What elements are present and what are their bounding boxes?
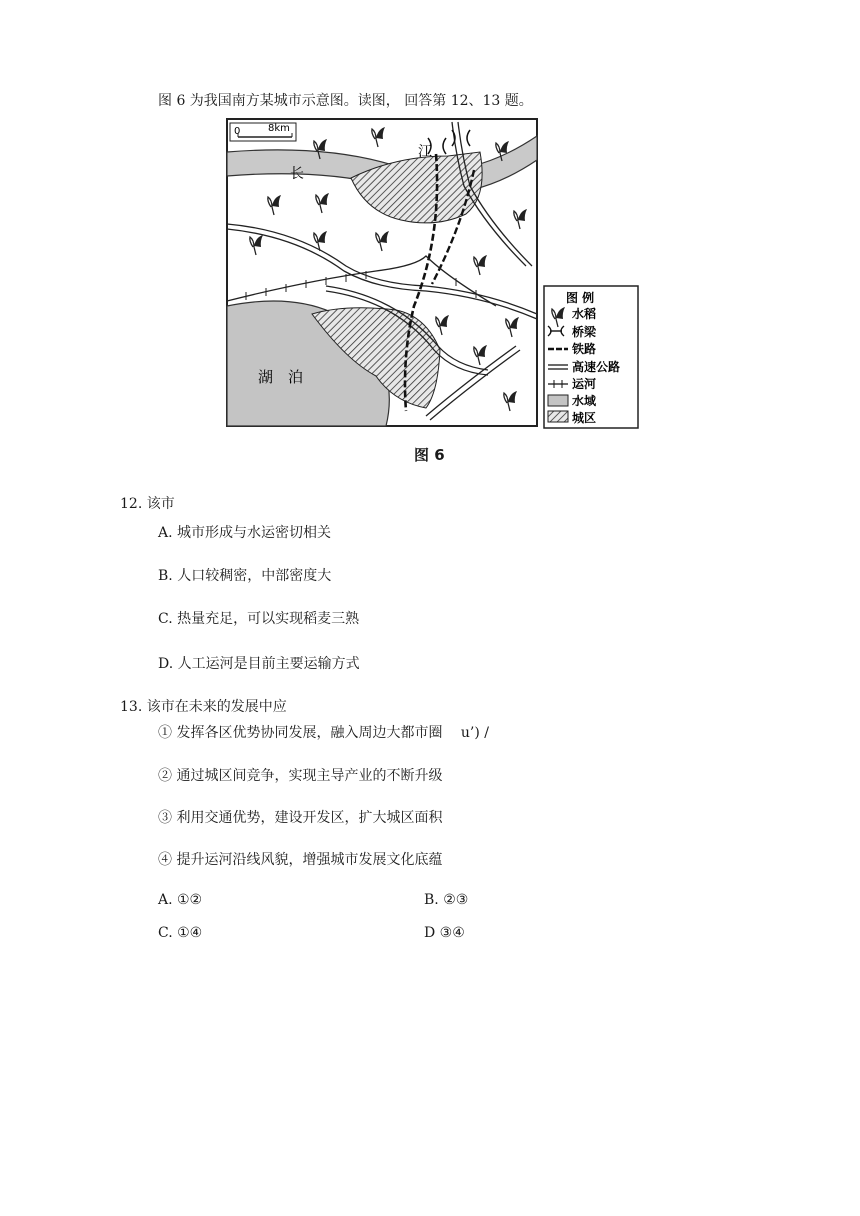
river-label-chang: 长 <box>290 166 304 182</box>
river-label-jiang: 江 <box>418 144 432 160</box>
legend-label-railway: 铁路 <box>572 342 597 356</box>
question-13-statement-3: ③ 利用交通优势，建设开发区，扩大城区面积 <box>158 810 443 826</box>
question-13-choice-d: D ③④ <box>424 925 465 941</box>
figure-caption: 图 6 <box>414 446 445 464</box>
scale-distance-label: 8km <box>268 123 290 134</box>
intro-text: 图 6 为我国南方某城市示意图。读图， 回答第 12、13 题。 <box>158 93 533 109</box>
question-13-choice-a: A. ①② <box>158 892 203 908</box>
legend-label-bridge: 桥梁 <box>572 325 597 339</box>
scale-zero-label: 0 <box>234 126 241 137</box>
question-13-statement-2: ② 通过城区间竞争，实现主导产业的不断升级 <box>158 768 443 784</box>
question-12-option-d: D. 人工运河是目前主要运输方式 <box>158 656 360 672</box>
legend-label-water: 水域 <box>572 394 597 408</box>
legend-label-rice: 水稻 <box>572 307 597 321</box>
city-map-figure <box>226 116 640 430</box>
question-13-choice-c: C. ①④ <box>158 925 203 941</box>
question-13-stem: 13. 该市在未来的发展中应 <box>120 699 287 715</box>
map-legend <box>544 286 638 428</box>
question-12-option-a: A. 城市形成与水运密切相关 <box>158 525 332 541</box>
scale-bar <box>230 123 296 141</box>
question-12-option-c: C. 热量充足，可以实现稻麦三熟 <box>158 611 360 627</box>
question-13-statement-1: ① 发挥各区优势协同发展，融入周边大都市圈 u’) / <box>158 725 489 741</box>
legend-title: 图 例 <box>566 291 595 305</box>
question-13-statement-4: ④ 提升运河沿线风貌，增强城市发展文化底蕴 <box>158 852 443 868</box>
lake-label: 湖 泊 <box>258 368 304 386</box>
question-12-option-b: B. 人口较稠密，中部密度大 <box>158 568 332 584</box>
question-13-choice-b: B. ②③ <box>424 892 469 908</box>
legend-label-urban: 城区 <box>572 411 597 425</box>
question-12-stem: 12. 该市 <box>120 496 175 512</box>
legend-label-highway: 高速公路 <box>572 360 621 374</box>
legend-label-canal: 运河 <box>572 377 597 391</box>
